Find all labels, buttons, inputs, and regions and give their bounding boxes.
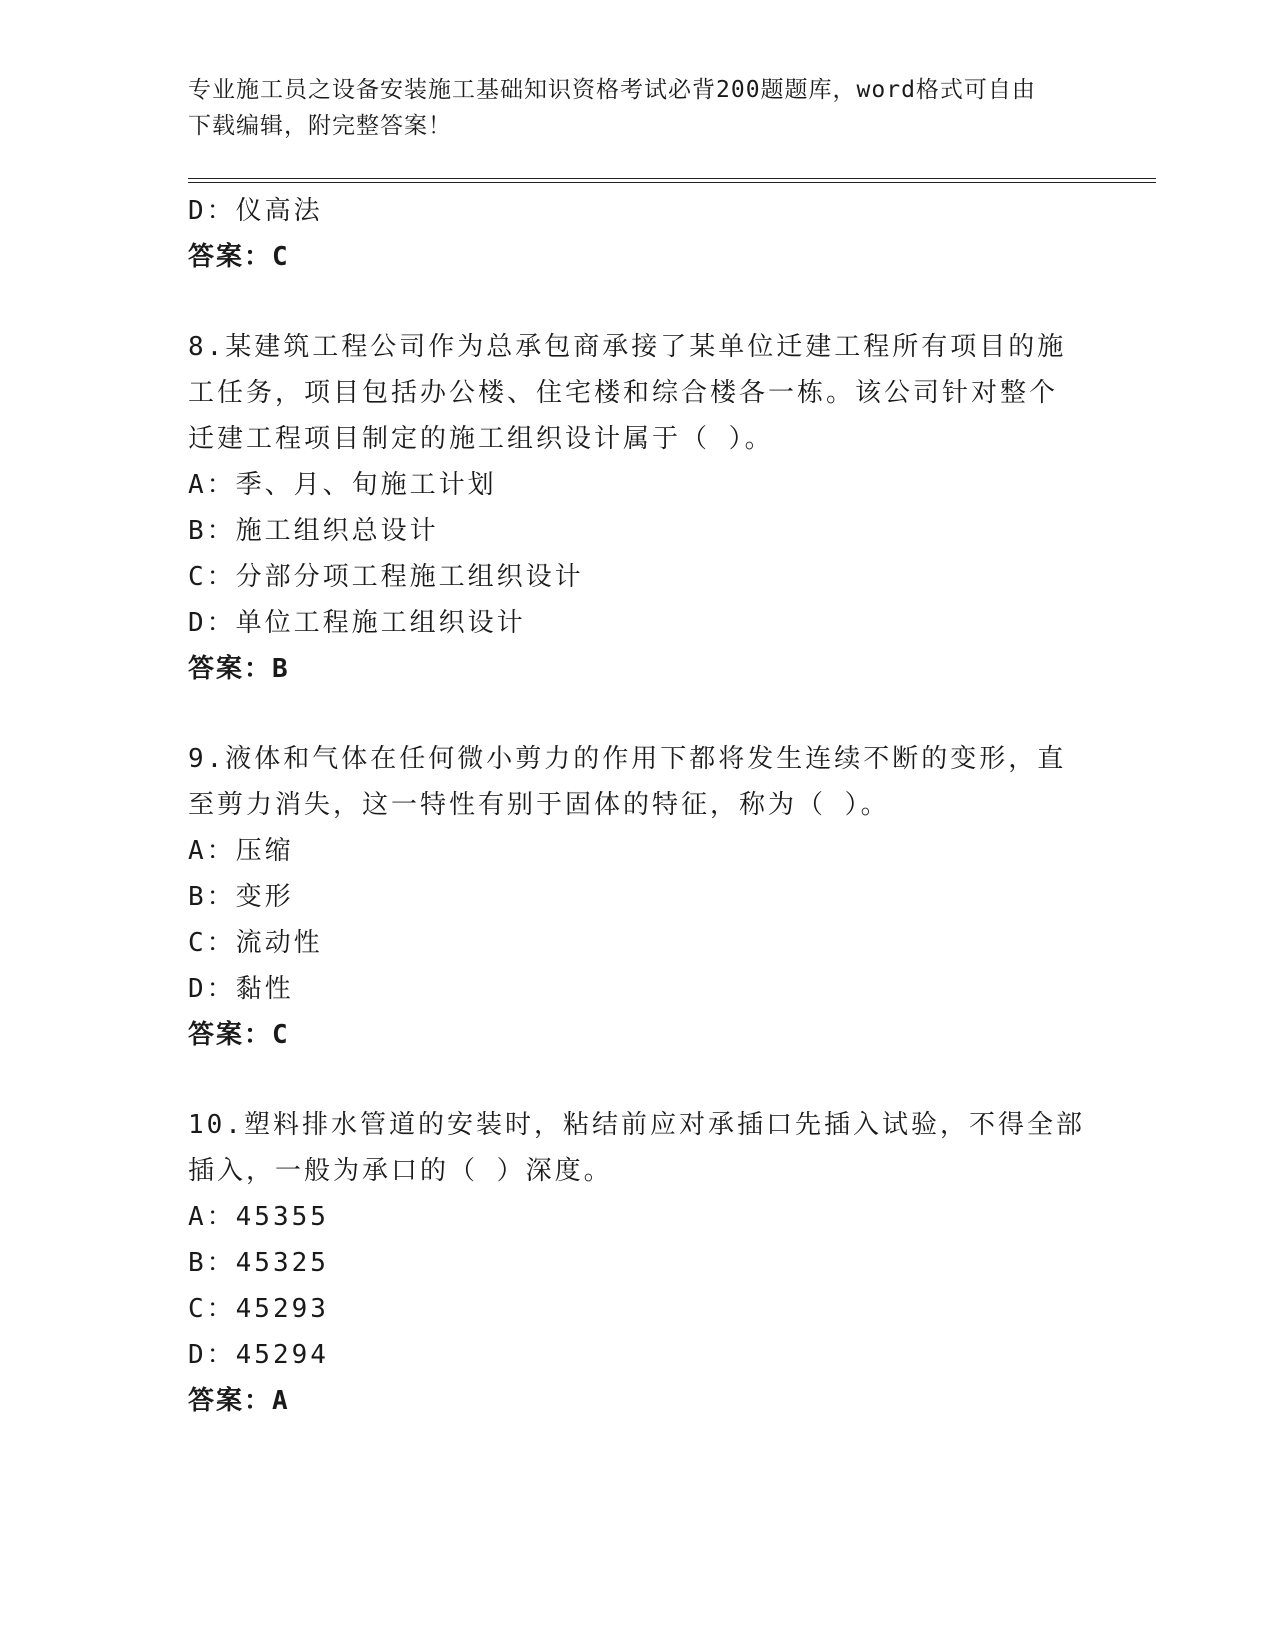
- option-d: D：45294: [188, 1340, 329, 1370]
- header-line-1: 专业施工员之设备安装施工基础知识资格考试必背200题题库，word格式可自由: [188, 77, 1036, 103]
- option-a: A：季、月、旬施工计划: [188, 470, 497, 500]
- stem-line: 迁建工程项目制定的施工组织设计属于（ ）。: [188, 424, 774, 454]
- option-b: B：45325: [188, 1248, 329, 1278]
- option-d-previous: D：仪高法: [188, 196, 323, 226]
- stem-line: 工任务，项目包括办公楼、住宅楼和综合楼各一栋。该公司针对整个: [188, 378, 1059, 408]
- stem-line: 9.液体和气体在任何微小剪力的作用下都将发生连续不断的变形，直: [188, 744, 1067, 774]
- option-a: A：45355: [188, 1202, 329, 1232]
- stem-line: 至剪力消失，这一特性有别于固体的特征，称为（ ）。: [188, 790, 890, 820]
- answer: 答案：C: [188, 1020, 290, 1050]
- question-stem: [188, 1102, 1088, 1194]
- option-b: B：施工组织总设计: [188, 516, 439, 546]
- question-stem: [188, 324, 1088, 462]
- question-9: [188, 736, 1088, 1058]
- document-body: [188, 188, 1088, 1424]
- stem-line: 8.某建筑工程公司作为总承包商承接了某单位迁建工程所有项目的施: [188, 332, 1067, 362]
- question-stem: [188, 736, 1088, 828]
- header-line-2: 下载编辑，附完整答案！: [188, 113, 452, 139]
- option-c: C：流动性: [188, 928, 323, 958]
- option-d: D：黏性: [188, 974, 294, 1004]
- option-c: C：分部分项工程施工组织设计: [188, 562, 584, 592]
- page-header: [188, 72, 1068, 144]
- answer-previous: 答案：C: [188, 242, 290, 272]
- header-divider: [188, 178, 1156, 183]
- option-c: C：45293: [188, 1294, 329, 1324]
- answer: 答案：B: [188, 654, 290, 684]
- stem-line: 插入，一般为承口的（ ）深度。: [188, 1156, 613, 1186]
- stem-line: 10.塑料排水管道的安装时，粘结前应对承插口先插入试验，不得全部: [188, 1110, 1085, 1140]
- option-d: D：单位工程施工组织设计: [188, 608, 526, 638]
- option-b: B：变形: [188, 882, 294, 912]
- answer: 答案：A: [188, 1386, 290, 1416]
- question-10: [188, 1102, 1088, 1424]
- option-a: A：压缩: [188, 836, 294, 866]
- question-8: [188, 324, 1088, 692]
